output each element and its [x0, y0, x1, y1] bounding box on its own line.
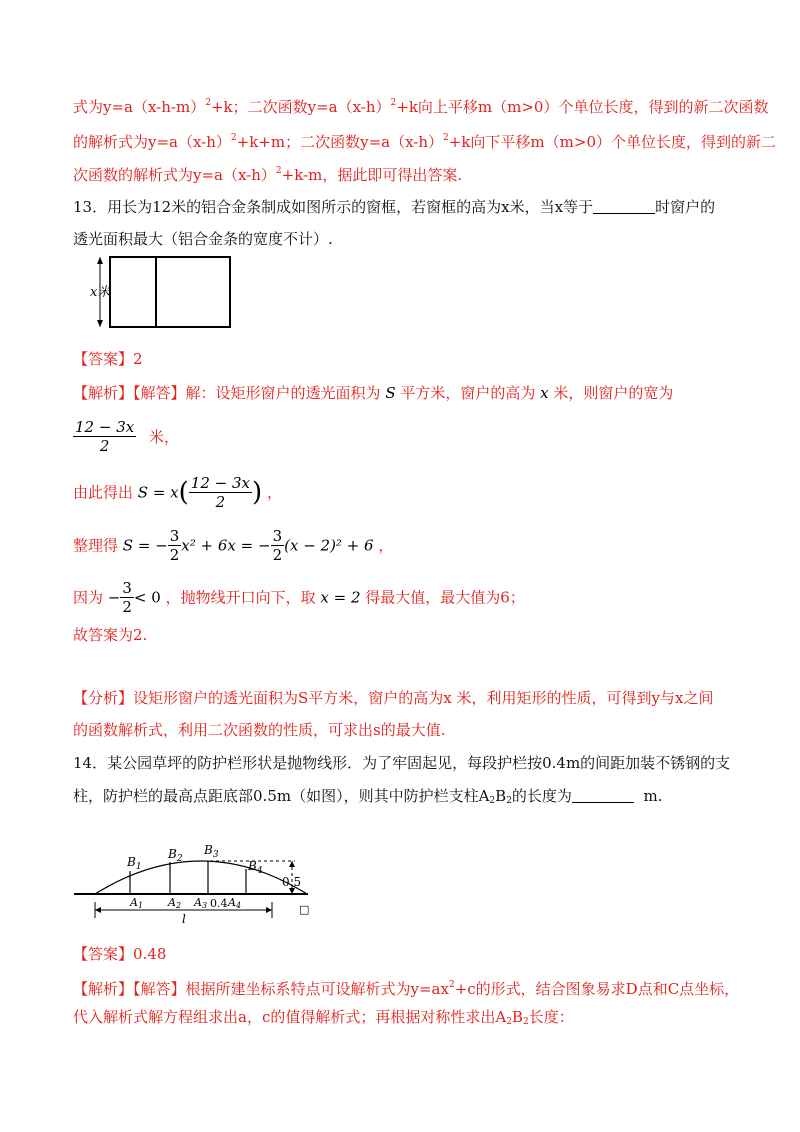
prev-line-3: 次函数的解析式为$y=a(x-h)^2+k-m$，据此即可得出答案.: [73, 166, 463, 184]
q13-answer-blank: [593, 199, 655, 214]
q14-label-b2: $B_2$: [168, 847, 183, 864]
q14-gap-label: 0.4: [210, 897, 228, 910]
q14-label-b4: $B_4$: [248, 859, 263, 876]
q13-area-formula: 由此得出 S = x( $\frac{12 - 3x}{2}$ ) ，: [73, 474, 282, 511]
q14-solution-line-2: 代入解析式解方程组求出a，c的值得解析式；再根据对称性求出$A_2B_2$长度：: [73, 1008, 574, 1027]
q14-length-label: l: [182, 912, 186, 926]
q14-answer: 【答案】0.48: [73, 945, 167, 963]
q13-analysis-line-2: 的函数解析式，利用二次函数的性质，可求出s的最大值.: [73, 721, 446, 739]
q14-label-a1: A1: [130, 896, 144, 910]
q14-label-a4: A4: [228, 896, 242, 910]
q14-label-a3: A3: [194, 896, 208, 910]
q13-text-line-2: 透光面积最大（铝合金条的宽度不计）.: [73, 230, 333, 248]
q13-width-expression: $\frac{12 - 3x}{2}$ 米，: [75, 418, 179, 455]
q14-label-a2: A2: [168, 896, 182, 910]
q13-max-reasoning: 因为 − $\frac{3}{2}$ < 0 ，抛物线开口向下，取 x = 2 得最大值，最大值为6；: [73, 579, 525, 616]
q14-label-b1: $B_1$: [127, 855, 142, 872]
q13-figure-label: x米: [90, 285, 111, 300]
q13-solution-line-1: 【解析】【解答】解：设矩形窗户的透光面积为 S 平方米，窗户的高为 x 米，则窗户的宽为: [73, 384, 674, 402]
q13-window-figure: [88, 255, 238, 335]
q14-solution-line-1: 【解析】【解答】根据所建坐标系特点可设解析式为$y=ax^2+c$的形式，结合图象易求D点和C点坐标，: [73, 980, 740, 998]
q13-text-line-1: 13．用长为12米的铝合金条制成如图所示的窗框，若窗框的高为x米，当x等于 时窗户的: [73, 198, 716, 216]
q13-analysis-line-1: 【分析】设矩形窗户的透光面积为S平方米，窗户的高为x 米，利用矩形的性质，可得到y与x之间: [73, 689, 714, 707]
q13-answer: 【答案】2: [73, 350, 143, 368]
q14-height-label: 0.5: [282, 875, 302, 889]
q13-conclusion: 故答案为2.: [73, 626, 148, 644]
q14-text-line-1: 14．某公园草坪的防护栏形状是抛物线形．为了牢固起见，每段护栏按0.4m的间距加装不锈钢的支: [73, 754, 731, 772]
q14-label-b3: $B_3$: [204, 843, 219, 860]
q14-box-label: □: [299, 903, 310, 916]
q14-answer-blank: [572, 788, 634, 803]
prev-line-2: 的解析式为$y=a(x-h)^2+k+m$；二次函数$y=a(x-h)^2+k$向下平移m（m>0）个单位长度，得到的新二: [73, 133, 776, 151]
q13-simplified-formula: 整理得 S = − $\frac{3}{2}$ x² + 6x = − $\frac{3}{2}$ (x − 2)² + 6 ，: [73, 527, 394, 564]
q14-fence-figure: [70, 838, 330, 928]
prev-line-1: 式为$y=a(x-h-m)^2+k$；二次函数$y=a(x-h)^2+k$向上平移m（m>0）个单位长度，得到的新二次函数: [73, 98, 769, 116]
q14-text-line-2: 柱，防护栏的最高点距底部0.5m（如图），则其中防护栏支柱$A_2B_2$的长度为 m.: [73, 787, 663, 806]
